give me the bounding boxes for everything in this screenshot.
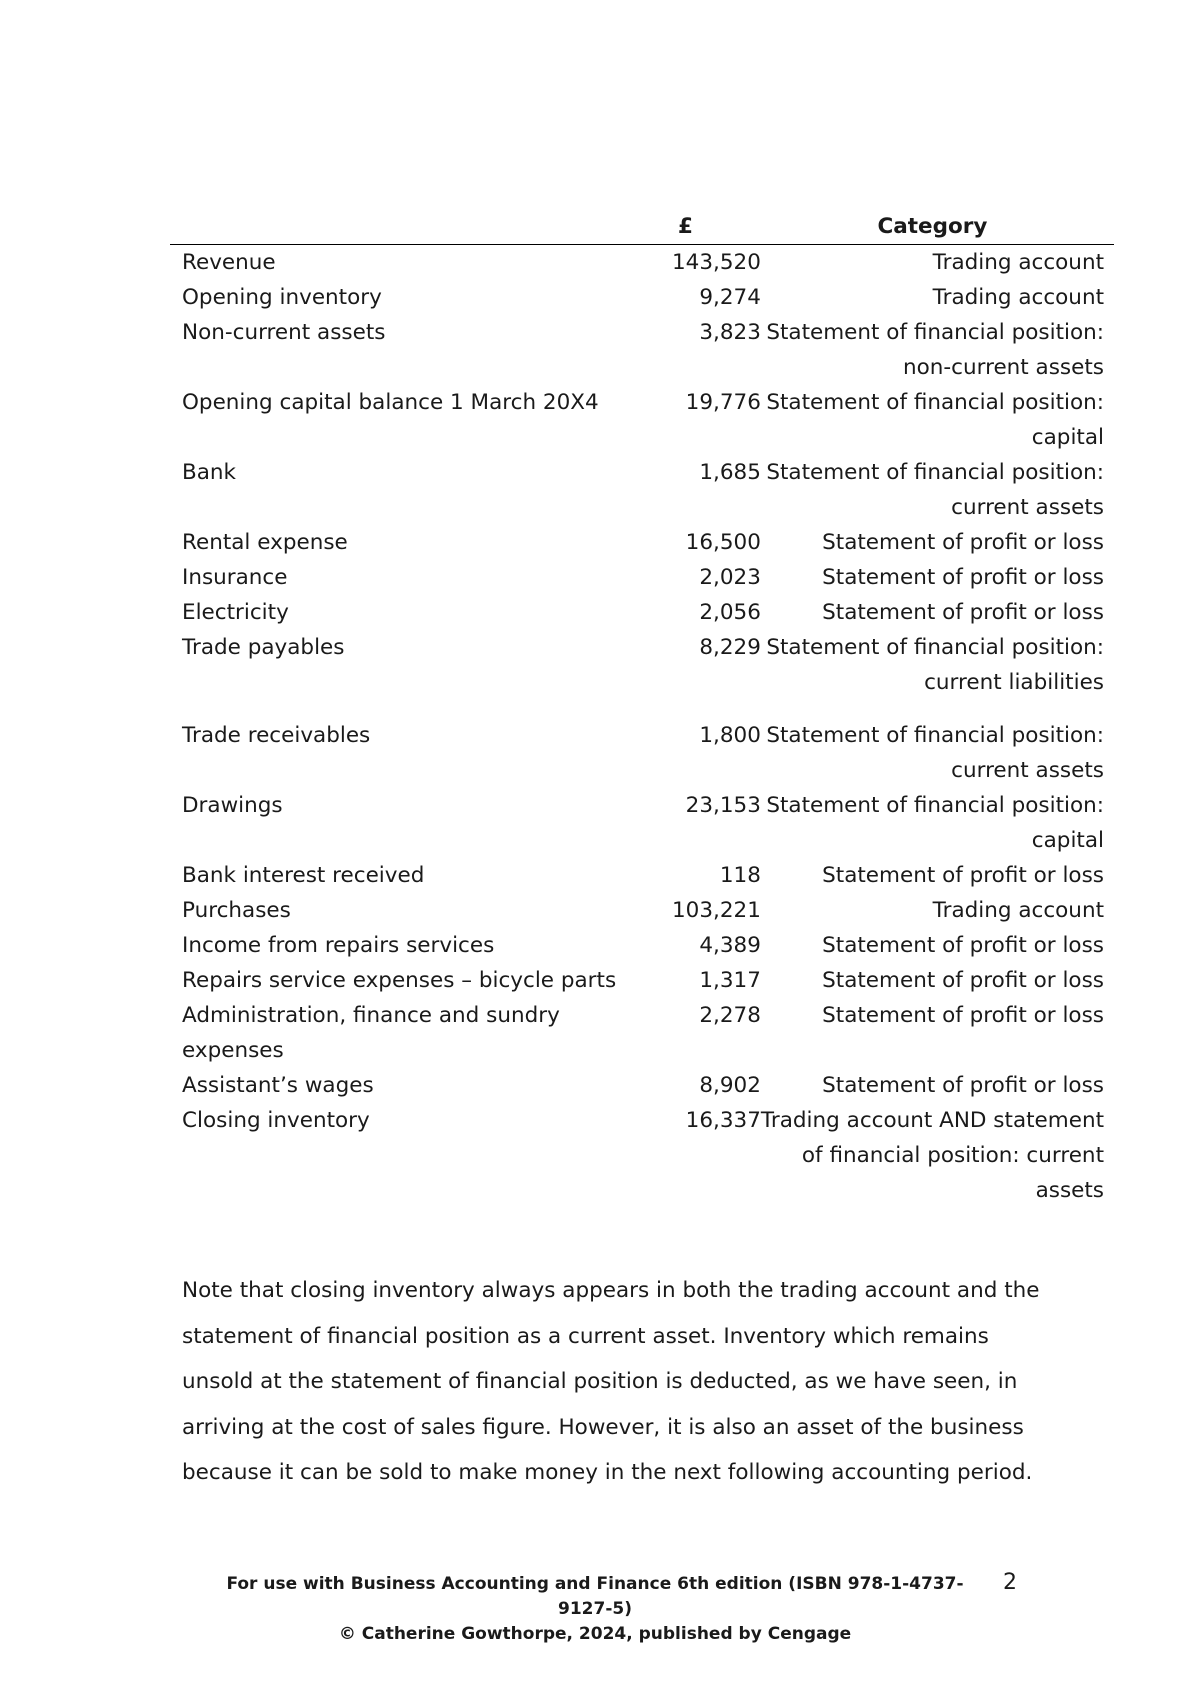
row-item: Trade receivables [182,723,371,748]
amount-column-header: £ [624,208,761,245]
row-category: Statement of profit or loss [822,1003,1104,1028]
table-row [170,630,1114,718]
closing-inventory-note: Note that closing inventory always appears in both the trading account and the statement of financial position as a current asset. Inventory which remains unsold at the statement of financial position is deducted, as we have seen, in arriving at the cost of sales figure. However, it is also an asset of the business because it can be sold to make money in the next following accounting period. [182,1278,1040,1485]
row-item: Revenue [182,250,276,275]
row-item: Administration, finance and sundry expenses [182,1003,560,1063]
table-row [170,385,1114,455]
row-category: Statement of financial position: current assets [766,460,1104,520]
table-row [170,1103,1114,1208]
row-category: Statement of financial position: capital [766,390,1104,450]
row-amount: 19,776 [685,390,761,415]
row-category: Statement of financial position: current liabilities [766,635,1104,695]
row-category: Trading account [932,250,1104,275]
row-amount: 1,685 [699,460,761,485]
footer-copyright: © Catherine Gowthorpe, 2024, published by Cengage [338,1624,852,1644]
category-column-header: Category [761,208,1114,245]
classification-table [170,208,1114,1208]
row-category: Statement of profit or loss [822,933,1104,958]
table-row [170,595,1114,630]
table-row [170,560,1114,595]
table-row [170,788,1114,858]
row-item: Closing inventory [182,1108,370,1133]
row-amount: 23,153 [685,793,761,818]
table-row [170,963,1114,998]
page-number: 2 [1003,1570,1017,1595]
table-header-row [170,208,1114,245]
row-item: Repairs service expenses – bicycle parts [182,968,617,993]
row-item: Trade payables [182,635,345,660]
row-category: Statement of financial position: non-current assets [766,320,1104,380]
row-category: Statement of profit or loss [822,1073,1104,1098]
row-item: Bank interest received [182,863,425,888]
row-item: Assistant’s wages [182,1073,374,1098]
row-category: Statement of profit or loss [822,565,1104,590]
table-row [170,718,1114,788]
row-amount: 16,500 [685,530,761,555]
row-item: Opening inventory [182,285,382,310]
table-row [170,280,1114,315]
row-amount: 1,800 [699,723,761,748]
table-row [170,928,1114,963]
row-item: Insurance [182,565,288,590]
row-amount: 4,389 [699,933,761,958]
row-amount: 8,902 [699,1073,761,1098]
table-row [170,893,1114,928]
row-item: Opening capital balance 1 March 20X4 [182,390,599,415]
row-amount: 2,023 [699,565,761,590]
table-row [170,525,1114,560]
page-footer [200,1572,990,1647]
row-category: Statement of profit or loss [822,600,1104,625]
table-row [170,315,1114,385]
table-row [170,998,1114,1068]
table-row [170,455,1114,525]
row-item: Income from repairs services [182,933,495,958]
row-item: Rental expense [182,530,348,555]
table-row [170,245,1114,281]
row-category: Statement of profit or loss [822,968,1104,993]
row-item: Drawings [182,793,283,818]
row-category: Statement of financial position: capital [766,793,1104,853]
row-amount: 143,520 [671,250,761,275]
row-amount: 103,221 [671,898,761,923]
row-amount: 8,229 [699,635,761,660]
row-amount: 118 [719,863,761,888]
row-category: Trading account [932,898,1104,923]
row-amount: 16,337 [685,1108,761,1133]
row-category: Statement of profit or loss [822,530,1104,555]
row-amount: 3,823 [699,320,761,345]
row-amount: 2,056 [699,600,761,625]
row-item: Bank [182,460,237,485]
row-category: Statement of profit or loss [822,863,1104,888]
row-amount: 9,274 [699,285,761,310]
row-item: Electricity [182,600,289,625]
row-category: Statement of financial position: current assets [766,723,1104,783]
row-item: Non-current assets [182,320,386,345]
item-column-header [170,208,624,245]
row-amount: 2,278 [699,1003,761,1028]
row-amount: 1,317 [699,968,761,993]
table-row [170,1068,1114,1103]
row-category: Trading account AND statement of financial position: current assets [760,1108,1104,1203]
footer-book-reference: For use with Business Accounting and Finance 6th edition (ISBN 978-1-4737-9127-5) [226,1574,964,1619]
row-category: Trading account [932,285,1104,310]
table-row [170,858,1114,893]
row-item: Purchases [182,898,291,923]
